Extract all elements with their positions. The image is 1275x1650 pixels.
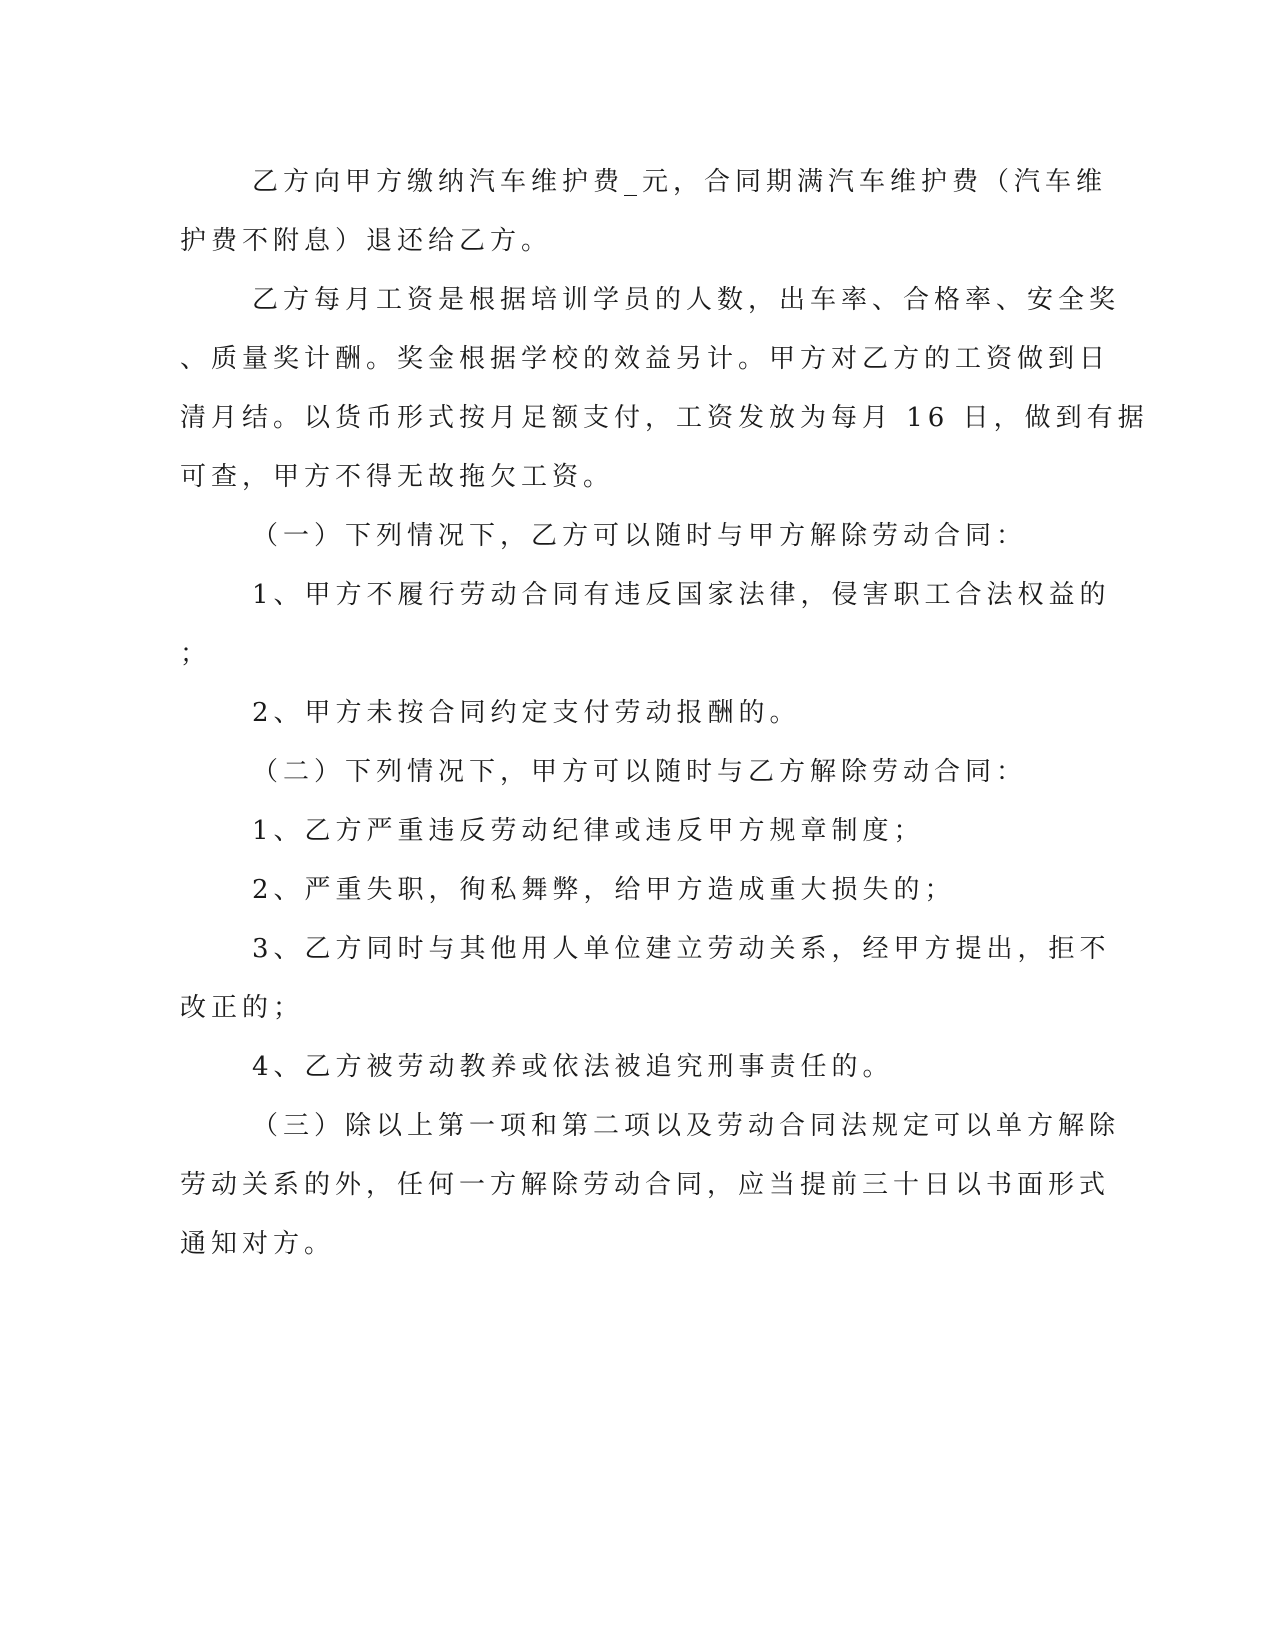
text-line-6: 可查，甲方不得无故拖欠工资。 — [180, 462, 615, 492]
text-line-16: 4、乙方被劳动教养或依法被追究刑事责任的。 — [252, 1052, 894, 1082]
text-line-15: 改正的； — [180, 993, 305, 1023]
text-line-10: 2、甲方未按合同约定支付劳动报酬的。 — [252, 698, 801, 728]
text-line-4: 、质量奖计酬。奖金根据学校的效益另计。甲方对乙方的工资做到日 — [180, 344, 1111, 374]
text-line-13: 2、严重失职，徇私舞弊，给甲方造成重大损失的； — [252, 875, 956, 905]
text-line-12: 1、乙方严重违反劳动纪律或违反甲方规章制度； — [252, 816, 925, 846]
text-line-19: 通知对方。 — [180, 1229, 336, 1259]
text-line-3: 乙方每月工资是根据培训学员的人数，出车率、合格率、安全奖 — [252, 285, 1121, 315]
text-line-7: （一）下列情况下，乙方可以随时与甲方解除劳动合同： — [252, 521, 1028, 551]
text-line-5: 清月结。以货币形式按月足额支付，工资发放为每月 16 日，做到有据 — [180, 403, 1149, 433]
text-line-18: 劳动关系的外，任何一方解除劳动合同，应当提前三十日以书面形式 — [180, 1170, 1111, 1200]
text-line-14: 3、乙方同时与其他用人单位建立劳动关系，经甲方提出，拒不 — [252, 934, 1111, 964]
text-line-2: 护费不附息）退还给乙方。 — [180, 226, 553, 256]
text-line-17: （三）除以上第一项和第二项以及劳动合同法规定可以单方解除 — [252, 1111, 1121, 1141]
text-line-8: 1、甲方不履行劳动合同有违反国家法律，侵害职工合法权益的 — [252, 580, 1111, 610]
text-line-9: ； — [180, 639, 212, 669]
text-line-1: 乙方向甲方缴纳汽车维护费_元，合同期满汽车维护费（汽车维 — [252, 167, 1108, 197]
text-line-11: （二）下列情况下，甲方可以随时与乙方解除劳动合同： — [252, 757, 1028, 787]
